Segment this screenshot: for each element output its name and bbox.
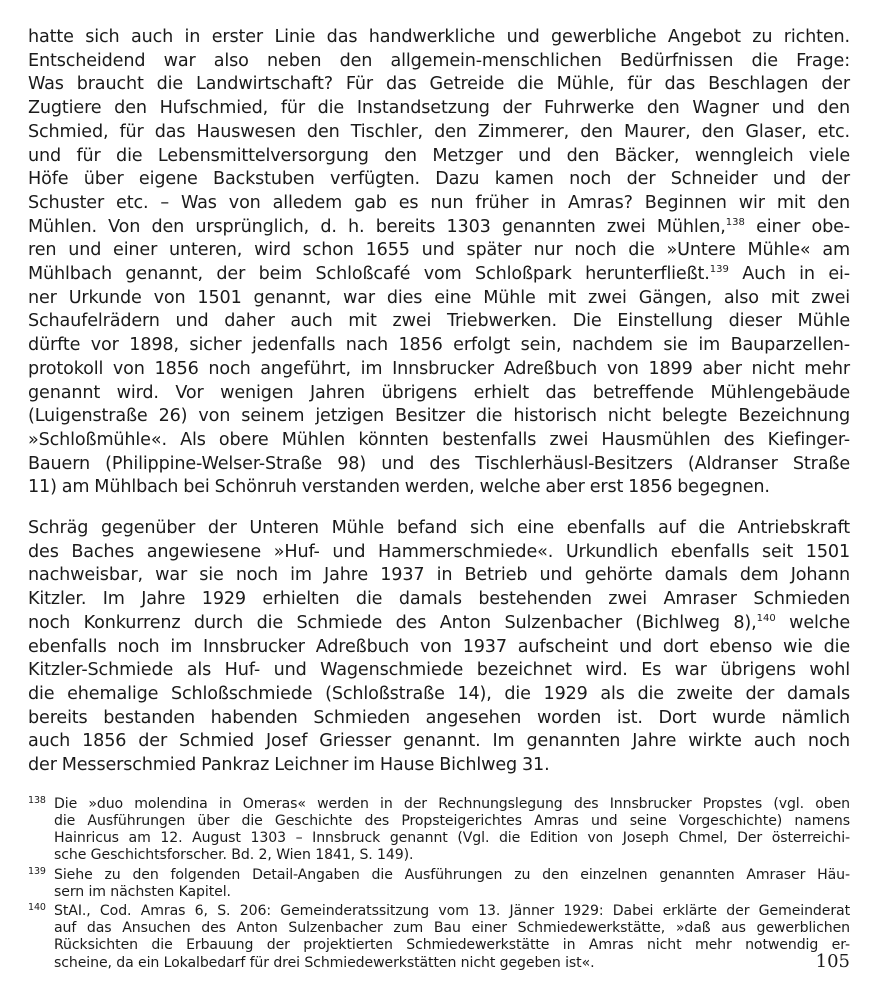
- footnote-line: sern im nächsten Kapitel.: [54, 883, 231, 900]
- paragraph: [28, 26, 850, 500]
- footnote-line: scheine, da ein Lokalbedarf für drei Schmiedewerkstätten nicht gegeben ist«.: [54, 954, 595, 971]
- footnote-reference[interactable]: 139: [709, 264, 729, 276]
- footnote-140: [28, 903, 850, 972]
- footnote-reference[interactable]: 138: [725, 216, 745, 228]
- text-segment: einer obe-: [744, 216, 850, 237]
- footnote-line: StAI., Cod. Amras 6, S. 206: Gemeinderatssitzung vom 13. Jänner 1929: Dabei erklärte der Gemeinderat: [54, 903, 850, 920]
- document-page: [28, 26, 850, 972]
- text-line: »Schloßmühle«. Als obere Mühlen könnten bestenfalls zwei Hausmühlen des Kiefinger-: [28, 429, 850, 450]
- text-line: Kitzler. Im Jahre 1929 erhielten die damals bestehenden zwei Amraser Schmieden: [28, 589, 850, 610]
- page-number: 105: [815, 951, 850, 972]
- text-line: ebenfalls noch im Innsbrucker Adreßbuch von 1937 aufscheint und dort ebenso wie die: [28, 636, 850, 657]
- text-line: Schräg gegenüber der Unteren Mühle befand sich eine ebenfalls auf die Antriebskraft: [28, 518, 850, 539]
- text-line: (Luigenstraße 26) von seinem jetzigen Besitzer die historisch nicht belegte Bezeichnung: [28, 406, 850, 427]
- text-line: genannt wird. Vor wenigen Jahren übrigens erhielt das betreffende Mühlengebäude: [28, 382, 850, 403]
- footnote-138: [28, 796, 850, 865]
- footnote-reference[interactable]: 140: [756, 612, 776, 624]
- text-line: bereits bestanden habenden Schmieden angesehen worden ist. Dort wurde nämlich: [28, 707, 850, 728]
- paragraph: [28, 517, 850, 778]
- footnote-line: auf das Ansuchen des Anton Sulzenbacher zum Bau einer Schmiedewerkstätte, »daß aus gewerblichen: [54, 920, 850, 937]
- footnote-number: 138: [28, 794, 46, 806]
- text-line: ner Urkunde von 1501 genannt, war dies eine Mühle mit zwei Gängen, also mit zwei: [28, 287, 850, 308]
- text-segment: Mühlbach genannt, der beim Schloßcafé vom Schloßpark herunterfließt.: [28, 264, 710, 285]
- footnote-number: 140: [28, 902, 46, 914]
- text-segment: Mühlen. Von den ursprünglich, d. h. bereits 1303 genannten zwei Mühlen,: [28, 216, 726, 237]
- text-line: Schmied, für das Hauswesen den Tischler, den Zimmerer, den Maurer, den Glaser, etc.: [28, 121, 850, 142]
- text-line: Höfe über eigene Backstuben verfügten. Dazu kamen noch der Schneider und der: [28, 169, 850, 190]
- text-line: des Baches angewiesene »Huf- und Hammerschmiede«. Urkundlich ebenfalls seit 1501: [28, 541, 850, 562]
- text-line: der Messerschmied Pankraz Leichner im Hause Bichlweg 31.: [28, 755, 550, 776]
- footnote-number: 139: [28, 865, 46, 877]
- text-segment: Auch in ei-: [728, 264, 850, 285]
- footnote-line: Siehe zu den folgenden Detail-Angaben die Ausführungen zu den einzelnen genannten Amraser Häu-: [54, 866, 850, 883]
- text-line: hatte sich auch in erster Linie das handwerkliche und gewerbliche Angebot zu richten.: [28, 27, 850, 47]
- text-line: Was braucht die Landwirtschaft? Für das Getreide die Mühle, für das Beschlagen der: [28, 74, 850, 95]
- text-line: [28, 263, 850, 287]
- body-text: [28, 26, 850, 778]
- text-line: Kitzler-Schmiede als Huf- und Wagenschmiede bezeichnet wird. Es war übrigens wohl: [28, 660, 850, 681]
- footnote-line: sche Geschichtsforscher. Bd. 2, Wien 1841, S. 149).: [54, 847, 414, 864]
- text-line: Bauern (Philippine-Welser-Straße 98) und des Tischlerhäusl-Besitzers (Aldranser Straße: [28, 453, 850, 474]
- footnote-line: Hainricus am 12. August 1303 – Innsbruck genannt (Vgl. die Edition von Joseph Chmel, Der österreichi-: [54, 830, 850, 847]
- text-segment: welche: [775, 612, 850, 633]
- text-line: protokoll von 1856 noch angeführt, im Innsbrucker Adreßbuch von 1899 aber nicht mehr: [28, 358, 850, 379]
- text-line: Schaufelrädern und daher auch mit zwei Triebwerken. Die Einstellung dieser Mühle: [28, 311, 850, 332]
- footnotes: [28, 796, 850, 972]
- text-line: auch 1856 der Schmied Josef Griesser genannt. Im genannten Jahre wirkte auch noch: [28, 731, 850, 752]
- text-line: 11) am Mühlbach bei Schönruh verstanden werden, welche aber erst 1856 begegnen.: [28, 477, 770, 498]
- footnote-line: die Ausführungen über die Geschichte des Propsteigerichtes Amras und seine Vorgeschichte) namens: [54, 813, 850, 829]
- text-line: Zugtiere den Hufschmied, für die Instandsetzung der Fuhrwerke den Wagner und den: [28, 98, 850, 119]
- footnote-line: Die »duo molendina in Omeras« werden in der Rechnungslegung des Innsbrucker Propstes (vgl. oben: [54, 795, 850, 812]
- text-line: ren und einer unteren, wird schon 1655 und später nur noch die »Untere Mühle« am: [28, 240, 850, 261]
- text-line: die ehemalige Schloßschmiede (Schloßstraße 14), die 1929 als die zweite der damals: [28, 683, 850, 704]
- text-line: Schuster etc. – Was von alledem gab es nun früher in Amras? Beginnen wir mit den: [28, 192, 850, 213]
- text-line: nachweisbar, war sie noch im Jahre 1937 in Betrieb und gehörte damals dem Johann: [28, 565, 850, 586]
- text-line: Entscheidend war also neben den allgemein-menschlichen Bedürfnissen die Frage:: [28, 50, 850, 71]
- text-line: [28, 612, 850, 636]
- text-line: und für die Lebensmittelversorgung den Metzger und den Bäcker, wenngleich viele: [28, 145, 850, 166]
- text-line: dürfte vor 1898, sicher jedenfalls nach 1856 erfolgt sein, nachdem sie im Bauparzellen-: [28, 335, 850, 356]
- text-segment: noch Konkurrenz durch die Schmiede des Anton Sulzenbacher (Bichlweg 8),: [28, 612, 757, 633]
- text-line: [28, 216, 850, 240]
- footnote-line: Rücksichten die Erbauung der projektierten Schmiedewerkstätte in Amras nicht mehr notwendig er-: [54, 937, 850, 954]
- footnote-139: [28, 867, 850, 901]
